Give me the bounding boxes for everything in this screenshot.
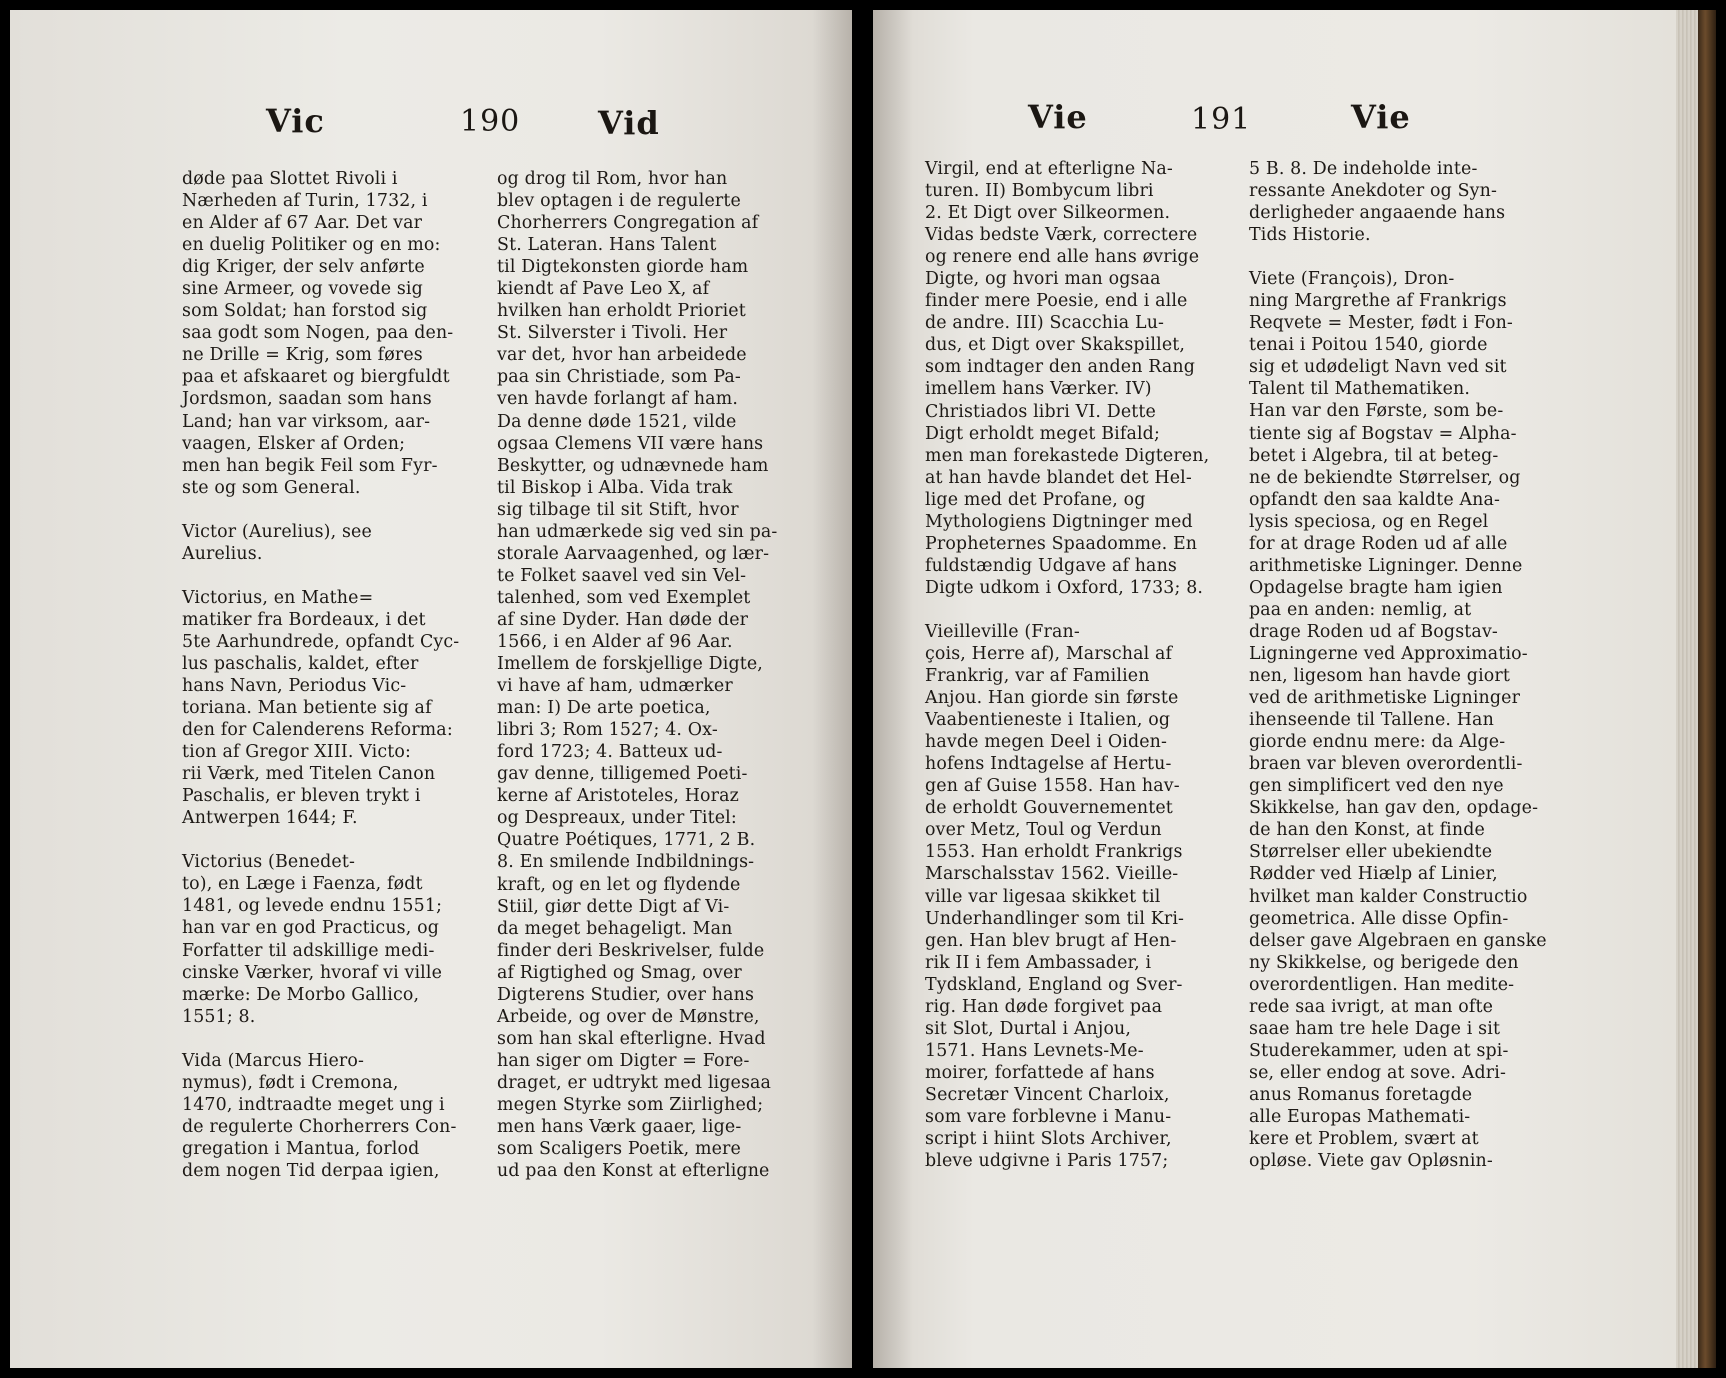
text-line: ihenseende til Tallene. Han (1249, 710, 1494, 731)
text-line: havde megen Deel i Oiden- (925, 732, 1168, 753)
text-line: paa et afskaaret og biergfuldt (182, 367, 450, 388)
text-line: derligheder angaaende hans (1249, 203, 1506, 224)
text-line: de regulerte Chorherrers Con- (182, 1116, 457, 1137)
text-line: til Digtekonsten giorde ham (497, 257, 749, 278)
text-line: Vieilleville (Fran- (925, 621, 1080, 642)
text-line: at han havde blandet det Hel- (925, 467, 1192, 488)
text-line: de erholdt Gouvernementet (925, 798, 1173, 819)
gutter-shadow (812, 10, 852, 1368)
text-line: Beskytter, og udnævnede ham (497, 455, 769, 476)
text-line: Imellem de forskjellige Digte, (497, 654, 763, 675)
text-line: Secretær Vincent Charloix, (925, 1084, 1170, 1105)
text-line: nen, ligesom han havde giort (1249, 666, 1511, 687)
text-line: paa en anden: nemlig, at (1249, 599, 1472, 620)
text-line: gregation i Mantua, forlod (182, 1138, 420, 1159)
text-line: Land; han var virksom, aar- (182, 411, 431, 432)
text-line: Underhandlinger som til Kri- (925, 908, 1185, 929)
paragraph-gap (182, 499, 482, 521)
text-line: som indtager den anden Rang (925, 357, 1196, 378)
text-line: og Despreaux, under Titel: (497, 808, 737, 829)
text-line: dem nogen Tid derpaa igien, (182, 1160, 440, 1181)
text-line: Victorius, en Mathe= (182, 587, 374, 608)
text-line: sig et udødeligt Navn ved sit (1249, 357, 1507, 378)
running-head-right: Vid (598, 104, 660, 142)
gutter-shadow (873, 10, 913, 1368)
text-line: 5 B. 8. De indeholde inte- (1249, 159, 1478, 179)
text-line: ville var ligesaa skikket til (925, 886, 1161, 907)
text-line: ved de arithmetiske Ligninger (1249, 688, 1521, 709)
text-line: cinske Værker, hvoraf vi ville (182, 962, 443, 983)
text-line: te Folket saavel ved sin Vel- (497, 565, 747, 586)
text-line: de andre. III) Scacchia Lu- (925, 313, 1165, 334)
text-line: kere et Problem, svært at (1249, 1129, 1479, 1150)
text-line: som Scaligers Poetik, mere (497, 1139, 741, 1160)
text-line: en duelig Politiker og en mo: (182, 235, 441, 256)
text-line: men han begik Feil som Fyr- (182, 455, 438, 476)
running-head-left: Vie (1028, 98, 1088, 136)
text-line: ste og som General. (182, 477, 361, 498)
text-line: braen var bleven overordentli- (1249, 754, 1523, 775)
book-cover-edge (1698, 10, 1716, 1368)
text-line: opfandt den saa kaldte Ana- (1249, 489, 1501, 510)
text-line: 2. Et Digt over Silkeormen. (925, 203, 1171, 224)
text-line: for at drage Roden ud af alle (1249, 533, 1508, 554)
text-line: paa sin Christiade, som Pa- (497, 367, 741, 388)
text-line: 8. En smilende Indbildnings- (497, 852, 755, 873)
text-line: Virgil, end at efterligne Na- (925, 159, 1173, 179)
text-line: som Soldat; han forstod sig (182, 301, 428, 322)
text-line: som vare forblevne i Manu- (925, 1106, 1172, 1127)
left-page (10, 10, 852, 1368)
text-line: libri 3; Rom 1527; 4. Ox- (497, 720, 718, 741)
text-column-1 (925, 158, 1255, 1172)
text-line: fuldstændig Udgave af hans (925, 555, 1178, 576)
paragraph-gap (1249, 246, 1589, 268)
text-line: lysis speciosa, og en Regel (1249, 511, 1489, 532)
text-line: Aurelius. (182, 543, 263, 564)
text-line: to), en Læge i Faenza, født (182, 874, 423, 895)
text-line: script i hiint Slots Archiver, (925, 1129, 1172, 1150)
text-line: som han skal efterligne. Hvad (497, 1028, 766, 1049)
text-line: Forfatter til adskillige medi- (182, 940, 435, 961)
page-number: 191 (1191, 102, 1252, 137)
text-line: opløse. Viete gav Opløsnin- (1249, 1151, 1493, 1172)
text-line: Vaabentieneste i Italien, og (925, 710, 1171, 731)
text-line: Størrelser eller ubekiendte (1249, 842, 1493, 863)
text-line: turen. II) Bombycum libri (925, 181, 1154, 202)
text-line: megen Styrke som Ziirlighed; (497, 1094, 764, 1115)
text-line: Ligningerne ved Approximatio- (1249, 643, 1528, 664)
text-line: Tydskland, England og Sver- (925, 974, 1183, 995)
text-line: Nærheden af Turin, 1732, i (182, 191, 428, 212)
text-line: 1566, i en Alder af 96 Aar. (497, 631, 733, 652)
text-line: St. Lateran. Hans Talent (497, 235, 717, 256)
paragraph-gap (182, 829, 482, 851)
text-line: kraft, og en let og flydende (497, 874, 741, 895)
text-line: finder deri Beskrivelser, fulde (497, 940, 765, 961)
text-line: bleve udgivne i Paris 1757; (925, 1151, 1169, 1172)
text-line: sig tilbage til sit Stift, hvor (497, 499, 739, 520)
text-line: han var en god Practicus, og (182, 918, 440, 939)
text-line: anus Romanus foretagde (1249, 1084, 1473, 1105)
text-line: døde paa Slottet Rivoli i (182, 169, 398, 189)
text-line: gen simplificert ved den nye (1249, 776, 1504, 797)
text-line: tion af Gregor XIII. Victo: (182, 742, 411, 763)
text-line: rede saa ivrigt, at man ofte (1249, 996, 1494, 1017)
text-line: kerne af Aristoteles, Horaz (497, 786, 739, 807)
text-line: Han var den Første, som be- (1249, 401, 1504, 422)
text-line: han siger om Digter = Fore- (497, 1050, 750, 1071)
text-line: giorde endnu mere: da Alge- (1249, 732, 1506, 753)
text-line: var det, hvor han arbeidede (497, 345, 747, 366)
text-line: Digt erholdt meget Bifald; (925, 423, 1160, 444)
text-line: ning Margrethe af Frankrigs (1249, 291, 1507, 312)
text-line: draget, er udtrykt med ligesaa (497, 1072, 772, 1093)
text-line: Quatre Poétiques, 1771, 2 B. (497, 830, 756, 851)
text-line: Frankrig, var af Familien (925, 666, 1150, 687)
text-line: dig Kriger, der selv anførte (182, 257, 425, 278)
text-line: geometrica. Alle disse Opfin- (1249, 908, 1509, 929)
text-line: Anjou. Han giorde sin første (925, 688, 1179, 709)
text-line: 1551; 8. (182, 1006, 256, 1027)
text-line: tiente sig af Bogstav = Alpha- (1249, 423, 1517, 444)
paragraph-gap (182, 1028, 482, 1050)
text-line: Digterens Studier, over hans (497, 984, 755, 1005)
text-line: sine Armeer, og vovede sig (182, 279, 423, 300)
text-line: saae ham tre hele Dage i sit (1249, 1018, 1501, 1039)
text-line: betet i Algebra, til at beteg- (1249, 445, 1499, 466)
text-line: Talent til Mathematiken. (1249, 379, 1471, 400)
text-line: ud paa den Konst at efterligne (497, 1161, 770, 1182)
text-line: toriana. Man betiente sig af (182, 698, 432, 719)
text-line: gen af Guise 1558. Han hav- (925, 776, 1180, 797)
text-line: Propheternes Spaadomme. En (925, 533, 1198, 554)
text-line: og drog til Rom, hvor han (497, 169, 728, 189)
text-line: 1481, og levede endnu 1551; (182, 896, 443, 917)
text-line: Tids Historie. (1249, 225, 1371, 246)
text-line: sit Slot, Durtal i Anjou, (925, 1018, 1132, 1039)
text-line: çois, Herre af), Marschal af (925, 643, 1173, 664)
text-line: moirer, forfattede af hans (925, 1062, 1155, 1083)
text-line: Christiados libri VI. Dette (925, 401, 1156, 422)
text-line: den for Calenderens Reforma: (182, 720, 453, 741)
text-line: rig. Han døde forgivet paa (925, 996, 1163, 1017)
text-line: 1571. Hans Levnets-Me- (925, 1040, 1144, 1061)
text-line: Vidas bedste Værk, correctere (925, 225, 1198, 246)
text-line: Viete (François), Dron- (1249, 269, 1455, 290)
text-line: matiker fra Bordeaux, i det (182, 609, 426, 630)
right-page (873, 10, 1716, 1368)
text-line: kiendt af Pave Leo X, af (497, 279, 710, 300)
text-line: hofens Indtagelse af Hertu- (925, 754, 1172, 775)
text-line: Digte, og hvori man ogsaa (925, 269, 1161, 290)
text-line: imellem hans Værker. IV) (925, 379, 1152, 400)
text-line: af Rigtighed og Smag, over (497, 962, 742, 983)
text-line: Studerekammer, uden at spi- (1249, 1040, 1509, 1061)
text-line: men man forekastede Digteren, (925, 445, 1210, 466)
text-line: han udmærkede sig ved sin pa- (497, 521, 778, 542)
text-line: Vida (Marcus Hiero- (182, 1050, 365, 1071)
page-number: 190 (460, 104, 521, 139)
text-line: Jordsmon, saadan som hans (182, 389, 432, 410)
text-line: vaagen, Elsker af Orden; (182, 433, 406, 454)
text-line: St. Silverster i Tivoli. Her (497, 323, 728, 344)
text-line: Antwerpen 1644; F. (182, 808, 358, 829)
text-line: 1470, indtraadte meget ung i (182, 1094, 445, 1115)
text-line: overordentligen. Han medite- (1249, 974, 1515, 995)
text-column-2 (497, 168, 807, 1182)
text-line: man: I) De arte poetica, (497, 698, 711, 719)
text-line: Stiil, giør dette Digt af Vi- (497, 896, 730, 917)
text-line: drage Roden ud af Bogstav- (1249, 621, 1498, 642)
text-line: ford 1723; 4. Batteux ud- (497, 742, 723, 763)
text-line: Arbeide, og over de Mønstre, (497, 1006, 760, 1027)
text-line: arithmetiske Ligninger. Denne (1249, 555, 1523, 576)
text-line: Opdagelse bragte ham igien (1249, 577, 1503, 598)
text-line: hvilket man kalder Constructio (1249, 886, 1528, 907)
text-line: gen. Han blev brugt af Hen- (925, 930, 1177, 951)
text-line: storale Aarvaagenhed, og lær- (497, 543, 770, 564)
paragraph-gap (925, 599, 1255, 621)
text-line: Digte udkom i Oxford, 1733; 8. (925, 577, 1204, 598)
text-line: 5te Aarhundrede, opfandt Cyc- (182, 631, 460, 652)
text-line: ne Drille = Krig, som føres (182, 345, 423, 366)
text-line: ven havde forlangt af ham. (497, 389, 739, 410)
text-line: ny Skikkelse, og berigede den (1249, 952, 1519, 973)
text-line: delser gave Algebraen en ganske (1249, 930, 1547, 951)
text-line: da meget behageligt. Man (497, 918, 733, 939)
text-line: saa godt som Nogen, paa den- (182, 323, 454, 344)
text-line: vi have af ham, udmærker (497, 676, 733, 697)
text-line: Mythologiens Digtninger med (925, 511, 1193, 532)
text-line: en Alder af 67 Aar. Det var (182, 213, 423, 234)
text-line: nymus), født i Cremona, (182, 1072, 399, 1093)
text-line: hans Navn, Periodus Vic- (182, 675, 407, 696)
text-line: alle Europas Mathemati- (1249, 1106, 1471, 1127)
text-line: 1553. Han erholdt Frankrigs (925, 842, 1183, 863)
text-column-2 (1249, 158, 1589, 1172)
text-line: gav denne, tilligemed Poeti- (497, 764, 748, 785)
text-line: lus paschalis, kaldet, efter (182, 653, 419, 674)
text-line: rii Værk, med Titelen Canon (182, 764, 436, 785)
text-line: Marschalsstav 1562. Vieille- (925, 864, 1179, 885)
text-line: Da denne døde 1521, vilde (497, 411, 737, 432)
text-line: mærke: De Morbo Gallico, (182, 984, 420, 1005)
running-head-right: Vie (1351, 98, 1411, 136)
text-line: lige med det Profane, og (925, 489, 1146, 510)
text-line: over Metz, Toul og Verdun (925, 820, 1162, 841)
text-line: Reqvete = Mester, født i Fon- (1249, 313, 1513, 334)
text-line: til Biskop i Alba. Vida trak (497, 477, 733, 498)
text-line: blev optagen i de regulerte (497, 191, 741, 212)
text-line: Skikkelse, han gav den, opdage- (1249, 798, 1539, 819)
running-head-left: Vic (266, 102, 325, 140)
text-line: Victor (Aurelius), see (182, 521, 372, 542)
text-line: dus, et Digt over Skakspillet, (925, 335, 1186, 356)
text-line: af sine Dyder. Han døde der (497, 609, 749, 630)
text-line: se, eller endog at sove. Adri- (1249, 1062, 1506, 1083)
text-line: Victorius (Benedet- (182, 852, 356, 873)
text-line: finder mere Poesie, end i alle (925, 291, 1188, 312)
text-column-1 (182, 168, 482, 1182)
text-line: tenai i Poitou 1540, giorde (1249, 335, 1488, 356)
text-line: men hans Værk gaaer, lige- (497, 1117, 742, 1138)
text-line: Rødder ved Hiælp af Linier, (1249, 864, 1498, 885)
text-line: ressante Anekdoter og Syn- (1249, 181, 1497, 202)
text-line: rik II i fem Ambassader, i (925, 952, 1152, 973)
text-line: og renere end alle hans øvrige (925, 247, 1200, 268)
text-line: ne de bekiendte Størrelser, og (1249, 467, 1521, 488)
text-line: hvilken han erholdt Prioriet (497, 301, 746, 322)
text-line: talenhed, som ved Exemplet (497, 587, 751, 608)
text-line: ogsaa Clemens VII være hans (497, 433, 764, 454)
paragraph-gap (182, 565, 482, 587)
text-line: Paschalis, er bleven trykt i (182, 786, 421, 807)
text-line: Chorherrers Congregation af (497, 213, 759, 234)
text-line: de han den Konst, at finde (1249, 820, 1485, 841)
